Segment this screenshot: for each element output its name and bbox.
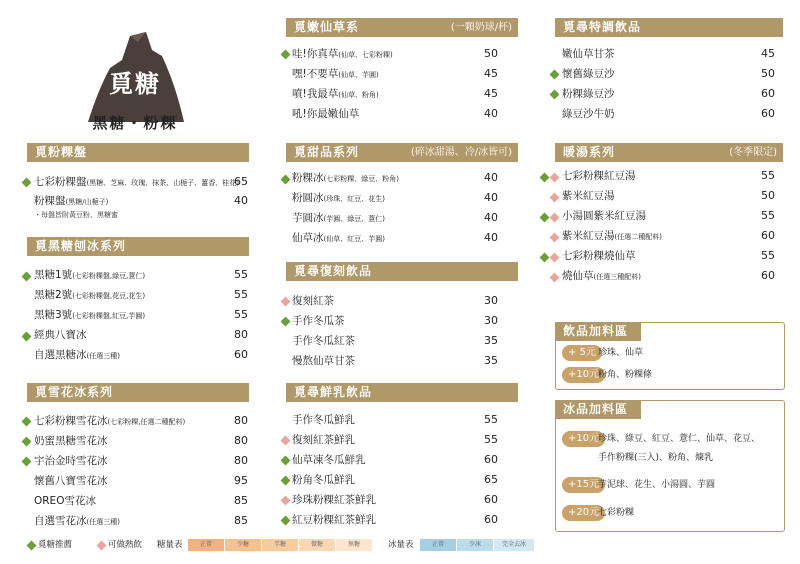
price: 55 (484, 433, 498, 446)
brand-en: MI TANG (118, 101, 152, 108)
price: 60 (761, 229, 775, 242)
recommend-marker (22, 457, 32, 467)
price: 95 (234, 474, 248, 487)
price: 30 (484, 314, 498, 327)
menu-item: 吼!你最嫩仙草 (292, 108, 360, 120)
menu-item: 芋圓冰(芋圓、綠豆、薏仁) (292, 212, 385, 224)
menu-item: 復刻紅茶 (292, 295, 334, 307)
menu-item: 七彩粉粿紅豆湯 (562, 170, 636, 182)
price: 80 (234, 414, 248, 427)
price-tag: +10元 (562, 431, 605, 447)
recommend-marker (550, 70, 560, 80)
section-header-brown-ice: 覓黑糖刨冰系列 (27, 237, 249, 256)
price: 40 (484, 171, 498, 184)
section-header-fenguo: 覓粉粿盤 (27, 143, 249, 162)
hot-marker (550, 173, 560, 183)
menu-item: 哇!你真草(仙草、七彩粉粿) (292, 48, 393, 60)
price-tag: +20元 (562, 505, 605, 521)
menu-item: 復刻紅茶鮮乳 (292, 434, 355, 446)
price: 55 (761, 249, 775, 262)
menu-item: 懷舊綠豆沙 (562, 68, 615, 80)
price: 35 (484, 334, 498, 347)
section-header-drink-addon: 飲品加料區 (555, 322, 641, 341)
menu-item: 粉粿盤(黑糖/山梔子) (34, 195, 109, 207)
menu-item: 噴!我最草(仙草、粉角) (292, 88, 379, 100)
price: 55 (234, 308, 248, 321)
hot-marker (281, 496, 291, 506)
menu-item: 綠豆沙牛奶 (562, 108, 615, 120)
sugar-level: 半糖 (262, 539, 298, 551)
addon-text: 粉角、粉粿條 (598, 370, 653, 380)
menu-item: 黑糖2號(七彩粉粿盤,花豆,花生) (34, 289, 146, 301)
addon-text: 珍珠、仙草 (598, 348, 644, 358)
legend-hot: 可做熱飲 (108, 540, 143, 550)
menu-item: 黑糖1號(七彩粉粿盤,綠豆,薏仁) (34, 269, 146, 281)
menu-item: 嘿!不要草(仙草、芋圓) (292, 68, 379, 80)
section-header-fresh-milk: 覓尋鮮乳飲品 (286, 383, 518, 402)
price: 85 (234, 514, 248, 527)
brand-name: 覓糖 (109, 70, 161, 98)
menu-item: 懷舊八寶雪花冰 (34, 475, 108, 487)
menu-item: 七彩粉粿雪花冰(七彩粉粿,任選二種配料) (34, 415, 186, 427)
price-tag: +15元 (562, 477, 605, 493)
menu-item: 七彩粉粿燒仙草 (562, 250, 636, 262)
price: 40 (484, 191, 498, 204)
menu-item: 紅豆粉粿紅茶鮮乳 (292, 514, 376, 526)
hot-marker (97, 541, 107, 551)
ice-level: 完全去冰 (494, 539, 534, 551)
recommend-marker (281, 456, 291, 466)
section-header-ice-addon: 冰品加料區 (555, 400, 641, 419)
hot-marker (550, 193, 560, 203)
menu-item: 紫米紅豆湯 (562, 190, 615, 202)
section-header-grass-jelly: 覓嫩仙草系 (一顆奶球/杯) (286, 18, 518, 37)
price: 55 (761, 169, 775, 182)
recommend-marker (27, 541, 37, 551)
recommend-marker (281, 317, 291, 327)
sugar-level: 少糖 (225, 539, 261, 551)
menu-item: 珍珠粉粿紅茶鮮乳 (292, 494, 376, 506)
recommend-marker (540, 213, 550, 223)
hot-marker (550, 273, 560, 283)
sugar-level: 微糖 (299, 539, 335, 551)
menu-item: 七彩粉粿盤(黑糖、芝麻、玫瑰、抹茶、山梔子、薑香、桂花) (34, 176, 239, 188)
price: 60 (761, 269, 775, 282)
legend-recommend: 覓糖推薦 (38, 540, 73, 550)
menu-item: 粉角冬瓜鮮乳 (292, 474, 355, 486)
menu-item: OREO雪花冰 (34, 495, 96, 507)
recommend-marker (540, 173, 550, 183)
price: 60 (484, 493, 498, 506)
hot-marker (281, 436, 291, 446)
addon-text: 珍珠、綠豆、紅豆、薏仁、仙草、花豆、 (598, 434, 761, 444)
hot-marker (550, 233, 560, 243)
hot-marker (550, 213, 560, 223)
sugar-level: 正常 (188, 539, 224, 551)
hot-marker (281, 297, 291, 307)
price: 80 (234, 328, 248, 341)
section-header-warm: 暖湯系列 (冬季限定) (555, 143, 783, 162)
recommend-marker (22, 272, 32, 282)
menu-item: 宇治金時雪花冰 (34, 455, 108, 467)
sugar-level: 無糖 (336, 539, 372, 551)
recommend-marker (540, 253, 550, 263)
menu-item: 紫米紅豆湯(任選二種配料) (562, 230, 662, 242)
price: 60 (484, 513, 498, 526)
price: 85 (234, 494, 248, 507)
section-header-sweet: 覓甜品系列 (碎冰甜湯、冷/冰皆可) (286, 143, 518, 162)
menu-item: 仙草凍冬瓜鮮乳 (292, 454, 366, 466)
addon-text: 七彩粉粿 (598, 508, 635, 518)
recommend-marker (281, 50, 291, 60)
fenguo-note: ・每盤皆附黃豆粉、黑糖蜜 (34, 211, 118, 219)
price: 50 (761, 67, 775, 80)
menu-item: 粉粿冰(七彩粉粿、綠豆、粉角) (292, 172, 399, 184)
price: 60 (234, 348, 248, 361)
price: 40 (484, 211, 498, 224)
price-tag: + 5元 (562, 345, 602, 361)
addon-text: 芋泥球、花生、小湯圓、芋圓 (598, 480, 716, 490)
price: 50 (484, 47, 498, 60)
price: 60 (761, 87, 775, 100)
menu-item: 嫩仙草甘茶 (562, 48, 615, 60)
menu-item: 仙草冰(仙草、紅豆、芋圓) (292, 232, 385, 244)
brand-subtitle: 黑糖・粉粿 (92, 114, 178, 132)
price: 55 (234, 288, 248, 301)
recommend-marker (22, 178, 32, 188)
menu-item: 慢熬仙草甘茶 (292, 355, 355, 367)
price: 45 (484, 67, 498, 80)
menu-item: 自選雪花冰(任選三種) (34, 515, 120, 527)
menu-item: 手作冬瓜紅茶 (292, 335, 355, 347)
price: 60 (761, 107, 775, 120)
hot-marker (550, 253, 560, 263)
ice-level: 少冰 (457, 539, 493, 551)
menu-item: 經典八寶冰 (34, 329, 87, 341)
recommend-marker (22, 437, 32, 447)
menu-item: 黑糖3號(七彩粉粿盤,紅豆,芋圓) (34, 309, 146, 321)
recommend-marker (281, 476, 291, 486)
price: 55 (234, 268, 248, 281)
price: 55 (761, 209, 775, 222)
menu-item: 手作冬瓜茶 (292, 315, 345, 327)
recommend-marker (550, 90, 560, 100)
price: 40 (484, 107, 498, 120)
price: 45 (761, 47, 775, 60)
price: 40 (484, 231, 498, 244)
price: 40 (234, 194, 248, 207)
recommend-marker (22, 417, 32, 427)
menu-item: 自選黑糖冰(任選三種) (34, 349, 120, 361)
menu-item: 奶蜜黑糖雪花冰 (34, 435, 108, 447)
section-header-engraved: 覓尋復刻飲品 (286, 262, 518, 281)
legend-sugar-label: 糖量表 (157, 540, 183, 550)
recommend-marker (281, 516, 291, 526)
menu-item: 粉粿綠豆沙 (562, 88, 615, 100)
price: 50 (761, 189, 775, 202)
price: 65 (484, 473, 498, 486)
price: 55 (484, 413, 498, 426)
section-header-special: 覓尋特調飲品 (555, 18, 783, 37)
recommend-marker (22, 332, 32, 342)
menu-item: 燒仙草(任選三種配料) (562, 270, 641, 282)
menu-item: 粉圓冰(珍珠、紅豆、花生) (292, 192, 385, 204)
addon-text: 手作粉粿(三入)、粉角、煉乳 (598, 453, 714, 463)
menu-item: 手作冬瓜鮮乳 (292, 414, 355, 426)
price-tag: +10元 (562, 367, 605, 383)
price: 45 (484, 87, 498, 100)
price: 80 (234, 454, 248, 467)
recommend-marker (281, 175, 291, 185)
ice-level: 正常 (420, 539, 456, 551)
price: 65 (234, 175, 248, 188)
legend-ice-label: 冰量表 (388, 540, 414, 550)
menu-item: 小湯圓紫米紅豆湯 (562, 210, 646, 222)
price: 80 (234, 434, 248, 447)
price: 35 (484, 354, 498, 367)
price: 60 (484, 453, 498, 466)
price: 30 (484, 294, 498, 307)
section-header-snow-ice: 覓雪花冰系列 (27, 383, 249, 402)
